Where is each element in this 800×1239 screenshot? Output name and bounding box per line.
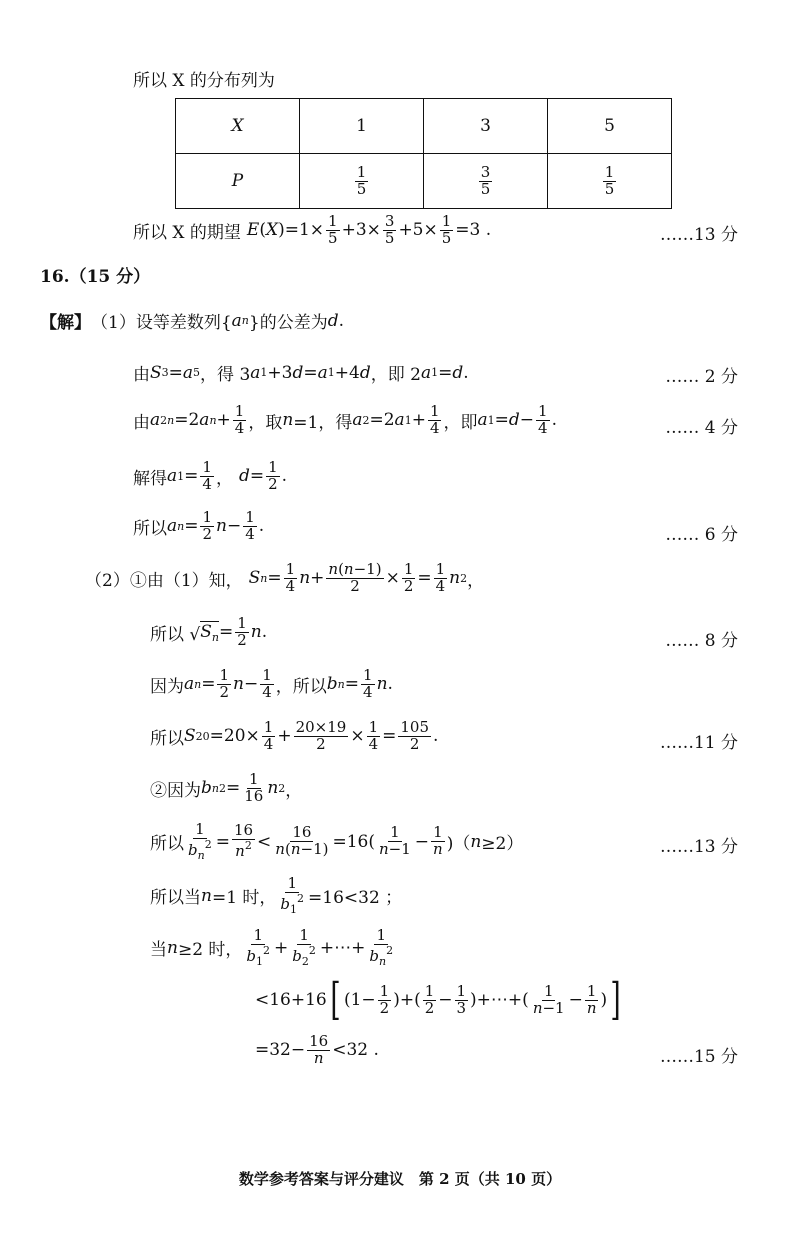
score-6: …… 6 分 [665,525,738,545]
solution-line-3: 解得 a 1 = $\frac{1}{4}$ ， d = $\frac{1}{2}$ . [133,458,288,493]
solution-part2-line: （2）①由（1）知， S n = $\frac{1}{4}$ n + $\frac{n(n-1)}{2}$ × $\frac{1}{2}$ = $\frac{1}{4}$ n 2 ， [85,560,485,595]
table-cell: 5 [548,99,672,154]
solution-line-1: 由 S 3 = a 5 ，得 3 a 1 +3 d = a 1 +4 d ，即 2 a 1 = d . [133,362,469,385]
page-footer: 数学参考答案与评分建议 第 2 页（共 10 页） [238,1170,562,1188]
distribution-table [175,98,672,209]
solution-line-2: 由 a 2n =2 a n + $\frac{1}{4}$ ，取 n =1，得 a 2 =2 a 1 + $\frac{1}{4}$ ，即 a 1 = d − $\frac{1}{4}$ . [133,402,557,437]
score-13b: ……13 分 [659,837,738,857]
table-row [176,99,672,154]
solution-line-11: 当 n ≥2 时， $\frac{1}{b_1^2}$ + $\frac{1}{b_2^2}$ +⋯+ $\frac{1}{b_n^2}$ [150,926,394,968]
solution-line-8: ②因为 b n 2 = $\frac{1}{16}$ n 2 ， [150,770,303,805]
solution-line-7: 所以 S 20 =20× $\frac{1}{4}$ + $\frac{20\times 19}{2}$ × $\frac{1}{4}$ = $\frac{105}{2}$ . [150,718,439,753]
score-8: …… 8 分 [665,631,738,651]
score-15: ……15 分 [659,1047,738,1067]
table-cell: $\frac{3}{5}$ [424,154,548,209]
solution-line-12: <16+16 [ (1− $\frac{1}{2}$ )+( $\frac{1}{2}$ − $\frac{1}{3}$ )+⋯+( $\frac{1}{n-1}$ − $\frac{1}{n}$ ) ] [255,974,621,1025]
table-row [176,154,672,209]
question-16-header: 16.（15 分） [40,267,151,287]
table-cell: X [176,99,300,154]
distribution-intro: 所以 X 的分布列为 [133,71,275,91]
table-cell: $\frac{1}{5}$ [548,154,672,209]
solution-line-5: 所以 √ $S_n$ = $\frac{1}{2}$ n . [150,614,268,649]
solution-part1-intro: 【解】 （1）设等差数列{ a n }的公差为 d . [40,310,344,333]
score-13: ……13 分 [659,225,738,245]
solution-line-9: 所以 $\frac{1}{b_n^2}$ = $\frac{16}{n^2}$ < $\frac{16}{n(n-1)}$ =16( $\frac{1}{n-1}$ − $\frac{1}{n}$ )（ n ≥2） [150,820,524,862]
solution-line-4: 所以 a n = $\frac{1}{2}$ n − $\frac{1}{4}$ . [133,508,265,543]
table-cell: 1 [300,99,424,154]
table-cell: $\frac{1}{5}$ [300,154,424,209]
score-11: ……11 分 [659,733,738,753]
score-2: …… 2 分 [665,367,738,387]
solution-line-13: =32− $\frac{16}{n}$ <32 . [255,1032,379,1067]
table-cell: 3 [424,99,548,154]
solution-line-10: 所以当 n =1 时， $\frac{1}{b_1^2}$ =16<32 ； [150,874,403,916]
expectation-line: 所以 X 的期望 E ( X )=1× $\frac{1}{5}$ +3× $\frac{3}{5}$ +5× $\frac{1}{5}$ =3 . [133,212,492,247]
table-cell: P [176,154,300,209]
solution-line-6: 因为 a n = $\frac{1}{2}$ n − $\frac{1}{4}$ ，所以 b n = $\frac{1}{4}$ n . [150,666,393,701]
score-4: …… 4 分 [665,418,738,438]
